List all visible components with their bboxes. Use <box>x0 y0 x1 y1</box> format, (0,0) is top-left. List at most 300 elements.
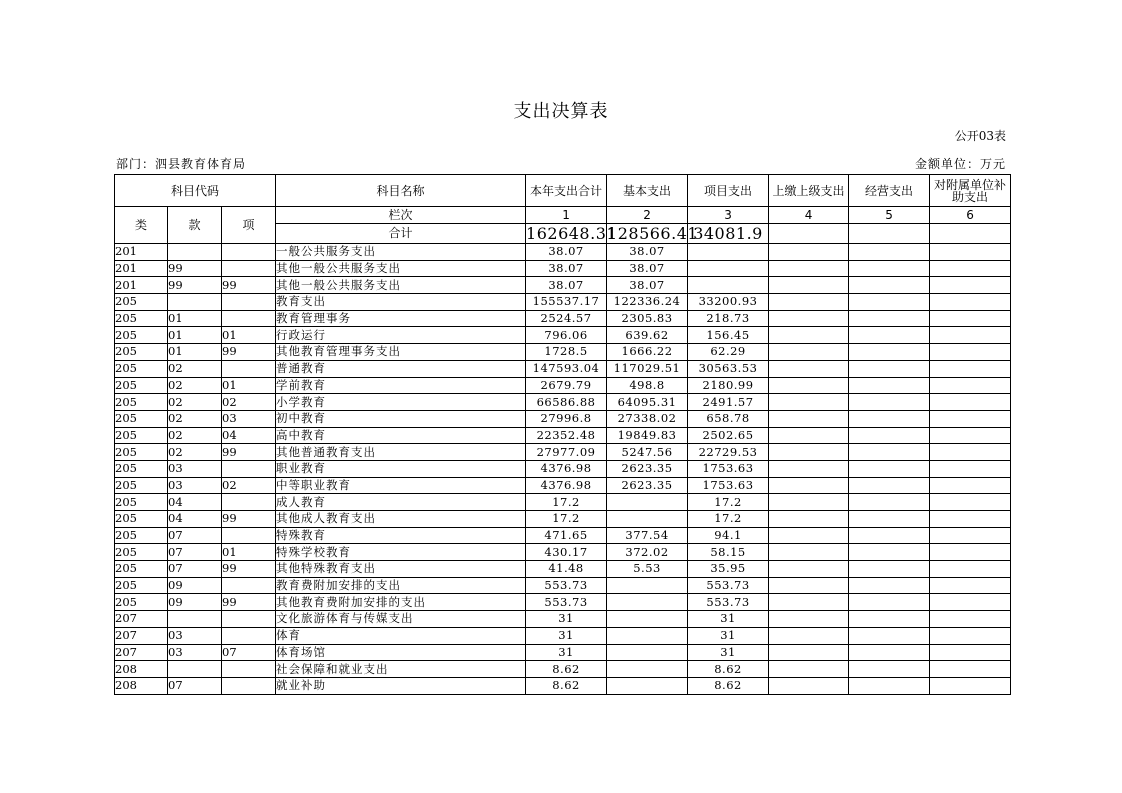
business-expenditure-cell <box>849 661 930 678</box>
upper-level-payment-cell <box>769 561 849 578</box>
item-code-cell <box>222 310 276 327</box>
project-expenditure-cell: 31 <box>688 611 769 628</box>
category-code-cell: 205 <box>115 511 168 528</box>
category-code-cell: 205 <box>115 544 168 561</box>
total-expenditure-cell: 38.07 <box>526 277 607 294</box>
upper-level-payment-cell <box>769 577 849 594</box>
project-expenditure-cell: 1753.63 <box>688 460 769 477</box>
upper-level-payment-cell <box>769 360 849 377</box>
basic-expenditure-cell: 38.07 <box>607 244 688 261</box>
section-code-cell: 02 <box>168 394 222 411</box>
table-row <box>115 511 1011 528</box>
subject-name-cell: 初中教育 <box>276 410 526 427</box>
category-code-cell: 205 <box>115 444 168 461</box>
category-code-cell: 205 <box>115 410 168 427</box>
project-expenditure-cell: 31 <box>688 627 769 644</box>
section-code-cell: 02 <box>168 427 222 444</box>
upper-level-payment-cell <box>769 277 849 294</box>
subsidiary-subsidy-cell <box>930 661 1011 678</box>
upper-level-payment-cell <box>769 661 849 678</box>
project-expenditure-cell <box>688 277 769 294</box>
business-expenditure-cell <box>849 594 930 611</box>
section-code-cell <box>168 661 222 678</box>
section-code-cell <box>168 294 222 311</box>
subsidiary-subsidy-cell <box>930 244 1011 261</box>
upper-level-payment-cell <box>769 294 849 311</box>
business-expenditure-cell <box>849 460 930 477</box>
total-expenditure-cell: 38.07 <box>526 244 607 261</box>
business-expenditure-cell <box>849 494 930 511</box>
business-expenditure-cell <box>849 611 930 628</box>
section-code-cell: 99 <box>168 277 222 294</box>
table-row <box>115 244 1011 261</box>
project-expenditure-cell: 553.73 <box>688 577 769 594</box>
project-expenditure-cell <box>688 260 769 277</box>
project-expenditure-cell: 17.2 <box>688 494 769 511</box>
total-expenditure-cell: 27996.8 <box>526 410 607 427</box>
item-code-cell: 04 <box>222 427 276 444</box>
subsidiary-subsidy-cell <box>930 427 1011 444</box>
project-expenditure-cell: 31 <box>688 644 769 661</box>
section-code-cell: 07 <box>168 561 222 578</box>
total-expenditure-cell: 8.62 <box>526 677 607 694</box>
category-code-cell: 205 <box>115 344 168 361</box>
table-row <box>115 561 1011 578</box>
total-expenditure-cell: 796.06 <box>526 327 607 344</box>
table-row <box>115 644 1011 661</box>
item-code-cell <box>222 260 276 277</box>
project-expenditure-cell: 8.62 <box>688 677 769 694</box>
subsidiary-subsidy-cell <box>930 344 1011 361</box>
category-code-cell: 205 <box>115 561 168 578</box>
business-expenditure-cell <box>849 561 930 578</box>
upper-level-payment-cell <box>769 627 849 644</box>
business-expenditure-cell <box>849 344 930 361</box>
category-code-cell: 207 <box>115 611 168 628</box>
upper-level-payment-cell <box>769 677 849 694</box>
item-code-cell: 01 <box>222 544 276 561</box>
category-code-cell: 205 <box>115 460 168 477</box>
total-expenditure-cell: 4376.98 <box>526 460 607 477</box>
item-code-cell <box>222 627 276 644</box>
subsidiary-subsidy-cell <box>930 544 1011 561</box>
project-expenditure-cell: 218.73 <box>688 310 769 327</box>
subsidiary-subsidy-cell <box>930 677 1011 694</box>
subsidiary-subsidy-cell <box>930 511 1011 528</box>
total-expenditure-header: 本年支出合计 <box>526 175 607 207</box>
category-code-cell: 205 <box>115 394 168 411</box>
column-index-1: 1 <box>526 207 607 224</box>
section-code-cell: 07 <box>168 544 222 561</box>
total-expenditure-cell: 8.62 <box>526 661 607 678</box>
total-expenditure-cell: 17.2 <box>526 511 607 528</box>
upper-level-payment-cell <box>769 494 849 511</box>
business-expenditure-cell <box>849 511 930 528</box>
basic-expenditure-cell: 2305.83 <box>607 310 688 327</box>
total-expenditure-cell: 155537.17 <box>526 294 607 311</box>
project-expenditure-cell: 58.15 <box>688 544 769 561</box>
category-code-cell: 205 <box>115 327 168 344</box>
basic-expenditure-cell: 639.62 <box>607 327 688 344</box>
subject-name-cell: 高中教育 <box>276 427 526 444</box>
upper-level-payment-cell <box>769 244 849 261</box>
basic-expenditure-cell: 64095.31 <box>607 394 688 411</box>
subsidiary-subsidy-cell <box>930 627 1011 644</box>
project-expenditure-cell: 1753.63 <box>688 477 769 494</box>
basic-expenditure-cell <box>607 577 688 594</box>
section-code-cell: 01 <box>168 310 222 327</box>
basic-expenditure-cell: 372.02 <box>607 544 688 561</box>
category-code-cell: 205 <box>115 360 168 377</box>
item-code-cell <box>222 360 276 377</box>
subject-name-cell: 文化旅游体育与传媒支出 <box>276 611 526 628</box>
form-number: 公开03表 <box>954 129 1006 143</box>
section-code-cell: 04 <box>168 494 222 511</box>
subject-name-cell: 普通教育 <box>276 360 526 377</box>
basic-expenditure-cell: 117029.51 <box>607 360 688 377</box>
table-row <box>115 394 1011 411</box>
item-code-cell: 01 <box>222 327 276 344</box>
item-code-cell: 99 <box>222 511 276 528</box>
basic-expenditure-header: 基本支出 <box>607 175 688 207</box>
section-code-cell: 07 <box>168 677 222 694</box>
subsidiary-subsidy-cell <box>930 561 1011 578</box>
total-basic: 128566.41 <box>607 224 699 243</box>
business-expenditure-cell <box>849 627 930 644</box>
subject-name-cell: 其他普通教育支出 <box>276 444 526 461</box>
item-code-cell <box>222 577 276 594</box>
table-row <box>115 444 1011 461</box>
total-expenditure-cell: 553.73 <box>526 594 607 611</box>
total-upper <box>769 224 849 244</box>
business-expenditure-cell <box>849 294 930 311</box>
project-expenditure-cell: 2502.65 <box>688 427 769 444</box>
xiang-header: 项 <box>222 207 276 244</box>
subject-name-cell: 成人教育 <box>276 494 526 511</box>
section-code-cell: 09 <box>168 577 222 594</box>
table-row <box>115 611 1011 628</box>
subsidiary-subsidy-cell <box>930 310 1011 327</box>
business-expenditure-cell <box>849 477 930 494</box>
column-index-4: 4 <box>769 207 849 224</box>
subject-name-cell: 教育管理事务 <box>276 310 526 327</box>
subject-name-cell: 其他一般公共服务支出 <box>276 277 526 294</box>
basic-expenditure-cell: 38.07 <box>607 260 688 277</box>
section-code-cell: 01 <box>168 344 222 361</box>
total-business <box>849 224 930 244</box>
subsidiary-subsidy-cell <box>930 444 1011 461</box>
subject-name-cell: 中等职业教育 <box>276 477 526 494</box>
amount-unit-label: 金额单位：万元 <box>914 157 1006 171</box>
category-code-cell: 201 <box>115 277 168 294</box>
subject-name-cell: 其他一般公共服务支出 <box>276 260 526 277</box>
project-expenditure-cell: 156.45 <box>688 327 769 344</box>
subject-name-cell: 特殊学校教育 <box>276 544 526 561</box>
item-code-cell: 99 <box>222 561 276 578</box>
category-code-cell: 207 <box>115 627 168 644</box>
item-code-cell <box>222 244 276 261</box>
table-row <box>115 310 1011 327</box>
total-expenditure-cell: 4376.98 <box>526 477 607 494</box>
upper-level-payment-header: 上缴上级支出 <box>769 175 849 207</box>
category-code-cell: 207 <box>115 644 168 661</box>
total-expenditure-cell: 31 <box>526 644 607 661</box>
item-code-cell: 03 <box>222 410 276 427</box>
item-code-cell <box>222 460 276 477</box>
basic-expenditure-cell: 122336.24 <box>607 294 688 311</box>
category-code-cell: 201 <box>115 244 168 261</box>
item-code-cell: 07 <box>222 644 276 661</box>
table-row <box>115 410 1011 427</box>
upper-level-payment-cell <box>769 344 849 361</box>
category-code-cell: 205 <box>115 477 168 494</box>
category-code-cell: 205 <box>115 577 168 594</box>
subsidiary-subsidy-cell <box>930 327 1011 344</box>
subject-code-header: 科目代码 <box>115 175 276 207</box>
business-expenditure-header: 经营支出 <box>849 175 930 207</box>
business-expenditure-cell <box>849 277 930 294</box>
item-code-cell: 99 <box>222 344 276 361</box>
subsidiary-subsidy-cell <box>930 494 1011 511</box>
subject-name-cell: 教育费附加安排的支出 <box>276 577 526 594</box>
business-expenditure-cell <box>849 677 930 694</box>
section-code-cell: 04 <box>168 511 222 528</box>
table-row <box>115 627 1011 644</box>
business-expenditure-cell <box>849 360 930 377</box>
category-code-cell: 205 <box>115 527 168 544</box>
department-label: 部门：泗县教育体育局 <box>116 157 247 171</box>
table-row <box>115 544 1011 561</box>
project-expenditure-cell: 2491.57 <box>688 394 769 411</box>
total-expenditure-cell: 430.17 <box>526 544 607 561</box>
total-project: 34081.9 <box>688 224 769 244</box>
subject-name-cell: 教育支出 <box>276 294 526 311</box>
upper-level-payment-cell <box>769 527 849 544</box>
table-row <box>115 527 1011 544</box>
basic-expenditure-cell: 5.53 <box>607 561 688 578</box>
project-expenditure-cell: 8.62 <box>688 661 769 678</box>
upper-level-payment-cell <box>769 611 849 628</box>
business-expenditure-cell <box>849 410 930 427</box>
table-row <box>115 577 1011 594</box>
business-expenditure-cell <box>849 260 930 277</box>
project-expenditure-cell: 30563.53 <box>688 360 769 377</box>
table-row <box>115 661 1011 678</box>
column-index-6: 6 <box>930 207 1011 224</box>
item-code-cell: 99 <box>222 594 276 611</box>
table-row <box>115 344 1011 361</box>
total-expenditure-cell: 38.07 <box>526 260 607 277</box>
section-code-cell: 02 <box>168 377 222 394</box>
project-expenditure-cell: 33200.93 <box>688 294 769 311</box>
total-expenditure-cell: 31 <box>526 611 607 628</box>
section-code-cell: 02 <box>168 360 222 377</box>
total-total: 162648.31 <box>526 224 618 243</box>
basic-expenditure-cell <box>607 661 688 678</box>
table-row <box>115 377 1011 394</box>
subsidiary-subsidy-cell <box>930 644 1011 661</box>
item-code-cell <box>222 527 276 544</box>
section-code-cell: 02 <box>168 410 222 427</box>
total-expenditure-cell: 553.73 <box>526 577 607 594</box>
subsidiary-subsidy-cell <box>930 577 1011 594</box>
business-expenditure-cell <box>849 377 930 394</box>
basic-expenditure-cell: 27338.02 <box>607 410 688 427</box>
category-code-cell: 205 <box>115 594 168 611</box>
subsidiary-subsidy-cell <box>930 410 1011 427</box>
category-code-cell: 208 <box>115 661 168 678</box>
item-code-cell: 99 <box>222 444 276 461</box>
expenditure-table <box>114 174 1011 695</box>
subject-name-cell: 特殊教育 <box>276 527 526 544</box>
subject-name-cell: 其他教育管理事务支出 <box>276 344 526 361</box>
section-code-cell: 02 <box>168 444 222 461</box>
basic-expenditure-cell: 2623.35 <box>607 460 688 477</box>
table-row <box>115 677 1011 694</box>
table-row <box>115 277 1011 294</box>
upper-level-payment-cell <box>769 460 849 477</box>
subject-name-cell: 其他教育费附加安排的支出 <box>276 594 526 611</box>
subsidiary-subsidy-cell <box>930 611 1011 628</box>
table-row <box>115 327 1011 344</box>
total-expenditure-cell: 17.2 <box>526 494 607 511</box>
subject-name-cell: 一般公共服务支出 <box>276 244 526 261</box>
section-code-cell <box>168 244 222 261</box>
upper-level-payment-cell <box>769 427 849 444</box>
upper-level-payment-cell <box>769 377 849 394</box>
business-expenditure-cell <box>849 310 930 327</box>
section-code-cell: 03 <box>168 477 222 494</box>
total-expenditure-cell: 31 <box>526 627 607 644</box>
category-code-cell: 205 <box>115 294 168 311</box>
subject-name-cell: 其他成人教育支出 <box>276 511 526 528</box>
total-expenditure-cell: 147593.04 <box>526 360 607 377</box>
upper-level-payment-cell <box>769 477 849 494</box>
basic-expenditure-cell: 5247.56 <box>607 444 688 461</box>
category-code-cell: 205 <box>115 310 168 327</box>
item-code-cell <box>222 294 276 311</box>
subsidiary-subsidy-cell <box>930 460 1011 477</box>
subsidiary-subsidy-cell <box>930 394 1011 411</box>
basic-expenditure-cell <box>607 594 688 611</box>
category-code-cell: 205 <box>115 377 168 394</box>
upper-level-payment-cell <box>769 394 849 411</box>
upper-level-payment-cell <box>769 327 849 344</box>
subject-name-cell: 小学教育 <box>276 394 526 411</box>
upper-level-payment-cell <box>769 594 849 611</box>
subject-name-cell: 就业补助 <box>276 677 526 694</box>
item-code-cell: 02 <box>222 477 276 494</box>
upper-level-payment-cell <box>769 310 849 327</box>
upper-level-payment-cell <box>769 260 849 277</box>
basic-expenditure-cell <box>607 494 688 511</box>
section-code-cell: 07 <box>168 527 222 544</box>
project-expenditure-cell: 94.1 <box>688 527 769 544</box>
total-expenditure-cell: 1728.5 <box>526 344 607 361</box>
upper-level-payment-cell <box>769 444 849 461</box>
column-index-5: 5 <box>849 207 930 224</box>
table-row <box>115 260 1011 277</box>
total-row-label: 合计 <box>276 224 526 244</box>
subsidiary-subsidy-cell <box>930 277 1011 294</box>
subsidiary-subsidy-cell <box>930 360 1011 377</box>
section-code-cell: 99 <box>168 260 222 277</box>
section-code-cell: 03 <box>168 627 222 644</box>
project-expenditure-cell: 553.73 <box>688 594 769 611</box>
basic-expenditure-cell: 38.07 <box>607 277 688 294</box>
subsidiary-subsidy-cell <box>930 377 1011 394</box>
category-code-cell: 201 <box>115 260 168 277</box>
total-expenditure-cell: 22352.48 <box>526 427 607 444</box>
business-expenditure-cell <box>849 244 930 261</box>
kuan-header: 款 <box>168 207 222 244</box>
category-code-cell: 205 <box>115 494 168 511</box>
basic-expenditure-cell <box>607 644 688 661</box>
project-expenditure-cell: 22729.53 <box>688 444 769 461</box>
table-row <box>115 494 1011 511</box>
business-expenditure-cell <box>849 427 930 444</box>
column-index-2: 2 <box>607 207 688 224</box>
business-expenditure-cell <box>849 527 930 544</box>
subsidiary-subsidy-cell <box>930 477 1011 494</box>
section-code-cell <box>168 611 222 628</box>
subsidiary-subsidy-cell <box>930 260 1011 277</box>
total-expenditure-cell: 2524.57 <box>526 310 607 327</box>
basic-expenditure-cell: 498.8 <box>607 377 688 394</box>
total-expenditure-cell: 2679.79 <box>526 377 607 394</box>
table-row <box>115 594 1011 611</box>
subsidiary-subsidy-cell <box>930 294 1011 311</box>
subsidiary-subsidy-header: 对附属单位补助支出 <box>930 175 1011 207</box>
subject-name-cell: 体育场馆 <box>276 644 526 661</box>
basic-expenditure-cell: 19849.83 <box>607 427 688 444</box>
subject-name-cell: 学前教育 <box>276 377 526 394</box>
subject-name-cell: 职业教育 <box>276 460 526 477</box>
subject-name-cell: 社会保障和就业支出 <box>276 661 526 678</box>
section-code-cell: 09 <box>168 594 222 611</box>
business-expenditure-cell <box>849 394 930 411</box>
basic-expenditure-cell <box>607 611 688 628</box>
upper-level-payment-cell <box>769 544 849 561</box>
table-row <box>115 294 1011 311</box>
page-title: 支出决算表 <box>513 101 609 122</box>
subject-name-cell: 体育 <box>276 627 526 644</box>
business-expenditure-cell <box>849 327 930 344</box>
item-code-cell: 01 <box>222 377 276 394</box>
section-code-cell: 03 <box>168 460 222 477</box>
business-expenditure-cell <box>849 644 930 661</box>
basic-expenditure-cell: 1666.22 <box>607 344 688 361</box>
project-expenditure-header: 项目支出 <box>688 175 769 207</box>
total-expenditure-cell: 471.65 <box>526 527 607 544</box>
item-code-cell <box>222 611 276 628</box>
upper-level-payment-cell <box>769 511 849 528</box>
business-expenditure-cell <box>849 544 930 561</box>
table-row <box>115 427 1011 444</box>
project-expenditure-cell: 62.29 <box>688 344 769 361</box>
subject-name-header: 科目名称 <box>276 175 526 207</box>
section-code-cell: 03 <box>168 644 222 661</box>
subsidiary-subsidy-cell <box>930 527 1011 544</box>
total-subsidy <box>930 224 1011 244</box>
lei-header: 类 <box>115 207 168 244</box>
item-code-cell: 02 <box>222 394 276 411</box>
item-code-cell: 99 <box>222 277 276 294</box>
total-expenditure-cell: 27977.09 <box>526 444 607 461</box>
item-code-cell <box>222 677 276 694</box>
subject-name-cell: 行政运行 <box>276 327 526 344</box>
basic-expenditure-cell: 2623.35 <box>607 477 688 494</box>
